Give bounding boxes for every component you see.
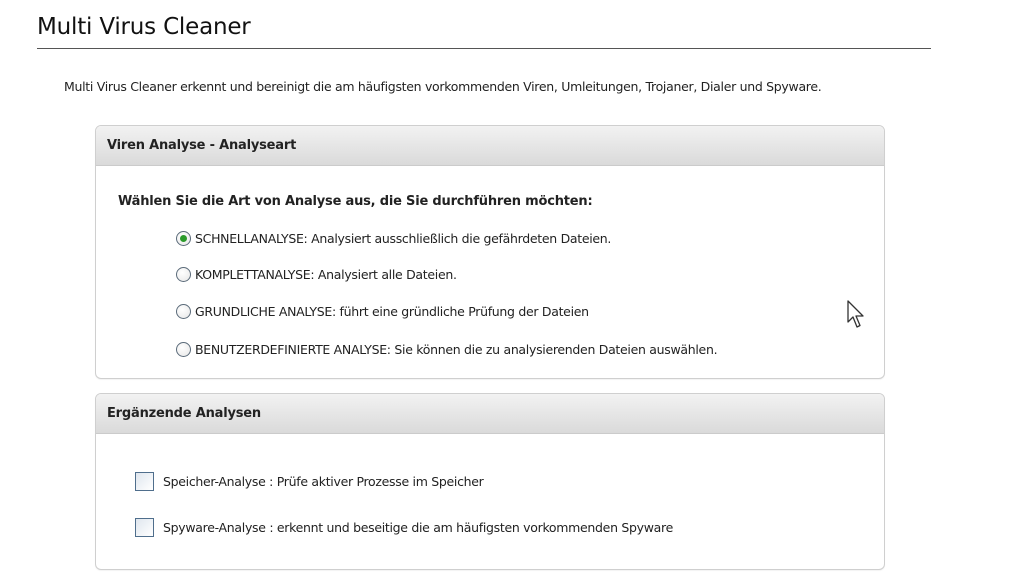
extra-analysis-header: Ergänzende Analysen xyxy=(96,394,884,434)
radio-thorough-analysis[interactable] xyxy=(176,304,589,319)
radio-button-icon[interactable] xyxy=(176,231,191,246)
radio-custom-analysis[interactable] xyxy=(176,342,717,357)
radio-button-icon[interactable] xyxy=(176,267,191,282)
radio-button-icon[interactable] xyxy=(176,342,191,357)
radio-label: BENUTZERDEFINIERTE ANALYSE: Sie können die zu analysierenden Dateien auswählen. xyxy=(195,342,718,357)
radio-complete-analysis[interactable] xyxy=(176,267,457,282)
mouse-cursor-icon xyxy=(846,300,866,330)
checkbox-icon[interactable] xyxy=(135,472,154,491)
analysis-type-panel xyxy=(95,125,885,379)
checkbox-label: Speicher-Analyse : Prüfe aktiver Prozesse im Speicher xyxy=(163,474,484,489)
checkbox-icon[interactable] xyxy=(135,518,154,537)
radio-quick-analysis[interactable] xyxy=(176,231,611,246)
analysis-type-prompt: Wählen Sie die Art von Analyse aus, die Sie durchführen möchten: xyxy=(118,194,593,209)
checkbox-spyware-analysis[interactable] xyxy=(135,518,673,537)
radio-label: KOMPLETTANALYSE: Analysiert alle Dateien. xyxy=(195,267,457,282)
checkbox-label: Spyware-Analyse : erkennt und beseitige die am häufigsten vorkommenden Spyware xyxy=(163,520,673,535)
analysis-type-header: Viren Analyse - Analyseart xyxy=(96,126,884,166)
app-title: Multi Virus Cleaner xyxy=(37,14,251,40)
checkbox-memory-analysis[interactable] xyxy=(135,472,484,491)
radio-label: SCHNELLANALYSE: Analysiert ausschließlich die gefährdeten Dateien. xyxy=(195,231,612,246)
extra-analysis-panel xyxy=(95,393,885,570)
radio-label: GRUNDLICHE ANALYSE: führt eine gründliche Prüfung der Dateien xyxy=(195,304,589,319)
title-divider xyxy=(37,48,931,49)
radio-button-icon[interactable] xyxy=(176,304,191,319)
intro-text: Multi Virus Cleaner erkennt und bereinigt die am häufigsten vorkommenden Viren, Umleitungen, Trojaner, Dialer und Spyware. xyxy=(64,79,822,94)
